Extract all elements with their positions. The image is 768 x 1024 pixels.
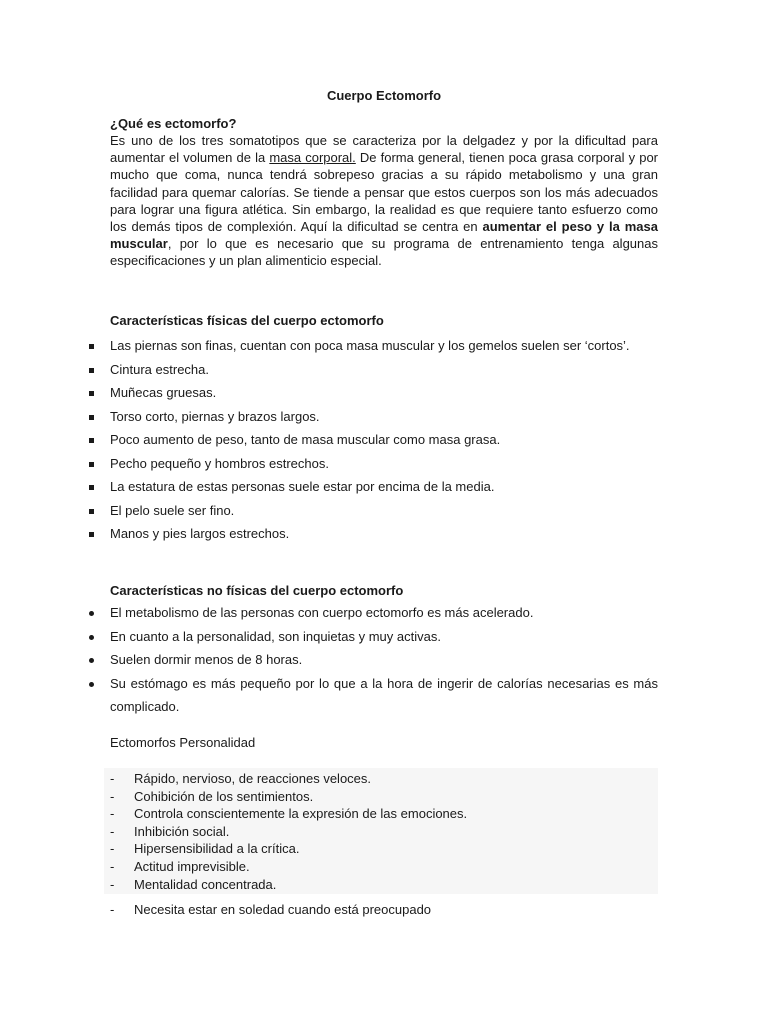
square-bullet-icon (86, 499, 96, 523)
list-item: Pecho pequeño y hombros estrechos. (110, 452, 658, 476)
list-item: - Rápido, nervioso, de reacciones veloces. (110, 771, 372, 786)
dash-bullet: - (110, 858, 115, 874)
list-item: La estatura de estas personas suele estar por encima de la media. (110, 475, 658, 499)
dash-bullet: - (110, 771, 115, 786)
list-item: Suelen dormir menos de 8 horas. (110, 648, 658, 672)
list-item: - Actitud imprevisible. (110, 858, 250, 874)
list-item: Manos y pies largos estrechos. (110, 522, 658, 546)
intro-bold-text: aumentar el peso y la masa muscular (110, 219, 658, 252)
dash-bullet: - (110, 806, 115, 822)
personality-list (110, 770, 658, 893)
list-item: - Hipersensibilidad a la crítica. (110, 841, 300, 857)
list-item: - Mentalidad concentrada. (110, 876, 277, 892)
list-item: El pelo suele ser fino. (110, 499, 658, 523)
dash-bullet: - (110, 876, 115, 892)
dash-bullet: - (110, 841, 115, 857)
dash-bullet: - (110, 788, 115, 804)
physical-heading: Características físicas del cuerpo ectomorfo (110, 313, 384, 328)
round-bullet-icon (86, 672, 96, 696)
intro-heading: ¿Qué es ectomorfo? (110, 116, 237, 131)
personality-last-list (110, 901, 658, 919)
round-bullet-icon (86, 601, 96, 625)
square-bullet-icon (86, 522, 96, 546)
dash-bullet: - (110, 823, 115, 839)
list-item: Las piernas son finas, cuentan con poca masa muscular y los gemelos suelen ser ‘cortos’. (110, 334, 658, 358)
list-item: Torso corto, piernas y brazos largos. (110, 405, 658, 429)
square-bullet-icon (86, 405, 96, 429)
square-bullet-icon (86, 428, 96, 452)
list-item: Su estómago es más pequeño por lo que a la hora de ingerir de calorías necesarias es más complicado. (110, 672, 658, 719)
intro-text-2: De forma general, tienen poca grasa corporal y por mucho que coma, nunca tendrá sobrepeso gracias a su rápido metabolismo y una gran facilidad para quemar calorías. Se tiende a pensar que estos cuerpos son los más adecuados para lograr una figura atlética. Sin embargo, la realidad es que requiere tanto esfuerzo como los demás tipos de complexión. Aquí la dificultad se centra en (110, 150, 659, 235)
list-item: En cuanto a la personalidad, son inquietas y muy activas. (110, 625, 658, 649)
square-bullet-icon (86, 381, 96, 405)
masa-corporal-link[interactable]: masa corporal. (269, 150, 356, 166)
intro-text-3: , por lo que es necesario que su programa de entrenamiento tenga algunas especificaciones y un plan alimenticio especial. (110, 236, 658, 269)
list-item: El metabolismo de las personas con cuerpo ectomorfo es más acelerado. (110, 601, 658, 625)
list-item: Muñecas gruesas. (110, 381, 658, 405)
square-bullet-icon (86, 334, 96, 358)
list-item: - Inhibición social. (110, 823, 230, 839)
list-item: Poco aumento de peso, tanto de masa muscular como masa grasa. (110, 428, 658, 452)
square-bullet-icon (86, 452, 96, 476)
intro-section (110, 116, 658, 270)
nonphysical-list (110, 601, 658, 719)
nonphysical-section (110, 583, 658, 719)
nonphysical-heading: Características no físicas del cuerpo ectomorfo (110, 583, 404, 598)
physical-list (110, 334, 658, 546)
personality-heading: Ectomorfos Personalidad (110, 735, 256, 750)
square-bullet-icon (86, 475, 96, 499)
personality-section (110, 770, 658, 919)
intro-paragraph (110, 132, 658, 270)
list-item: - Necesita estar en soledad cuando está preocupado (110, 902, 432, 918)
square-bullet-icon (86, 358, 96, 382)
physical-section (110, 313, 658, 546)
round-bullet-icon (86, 648, 96, 672)
dash-bullet: - (110, 902, 115, 918)
list-item: - Controla conscientemente la expresión de las emociones. (110, 806, 468, 822)
round-bullet-icon (86, 625, 96, 649)
list-item: Cintura estrecha. (110, 358, 658, 382)
intro-text-1: Es uno de los tres somatotipos que se caracteriza por la delgadez y por la dificultad para aumentar el volumen de la (110, 133, 658, 166)
list-item: - Cohibición de los sentimientos. (110, 788, 314, 804)
document-title: Cuerpo Ectomorfo (326, 88, 442, 103)
